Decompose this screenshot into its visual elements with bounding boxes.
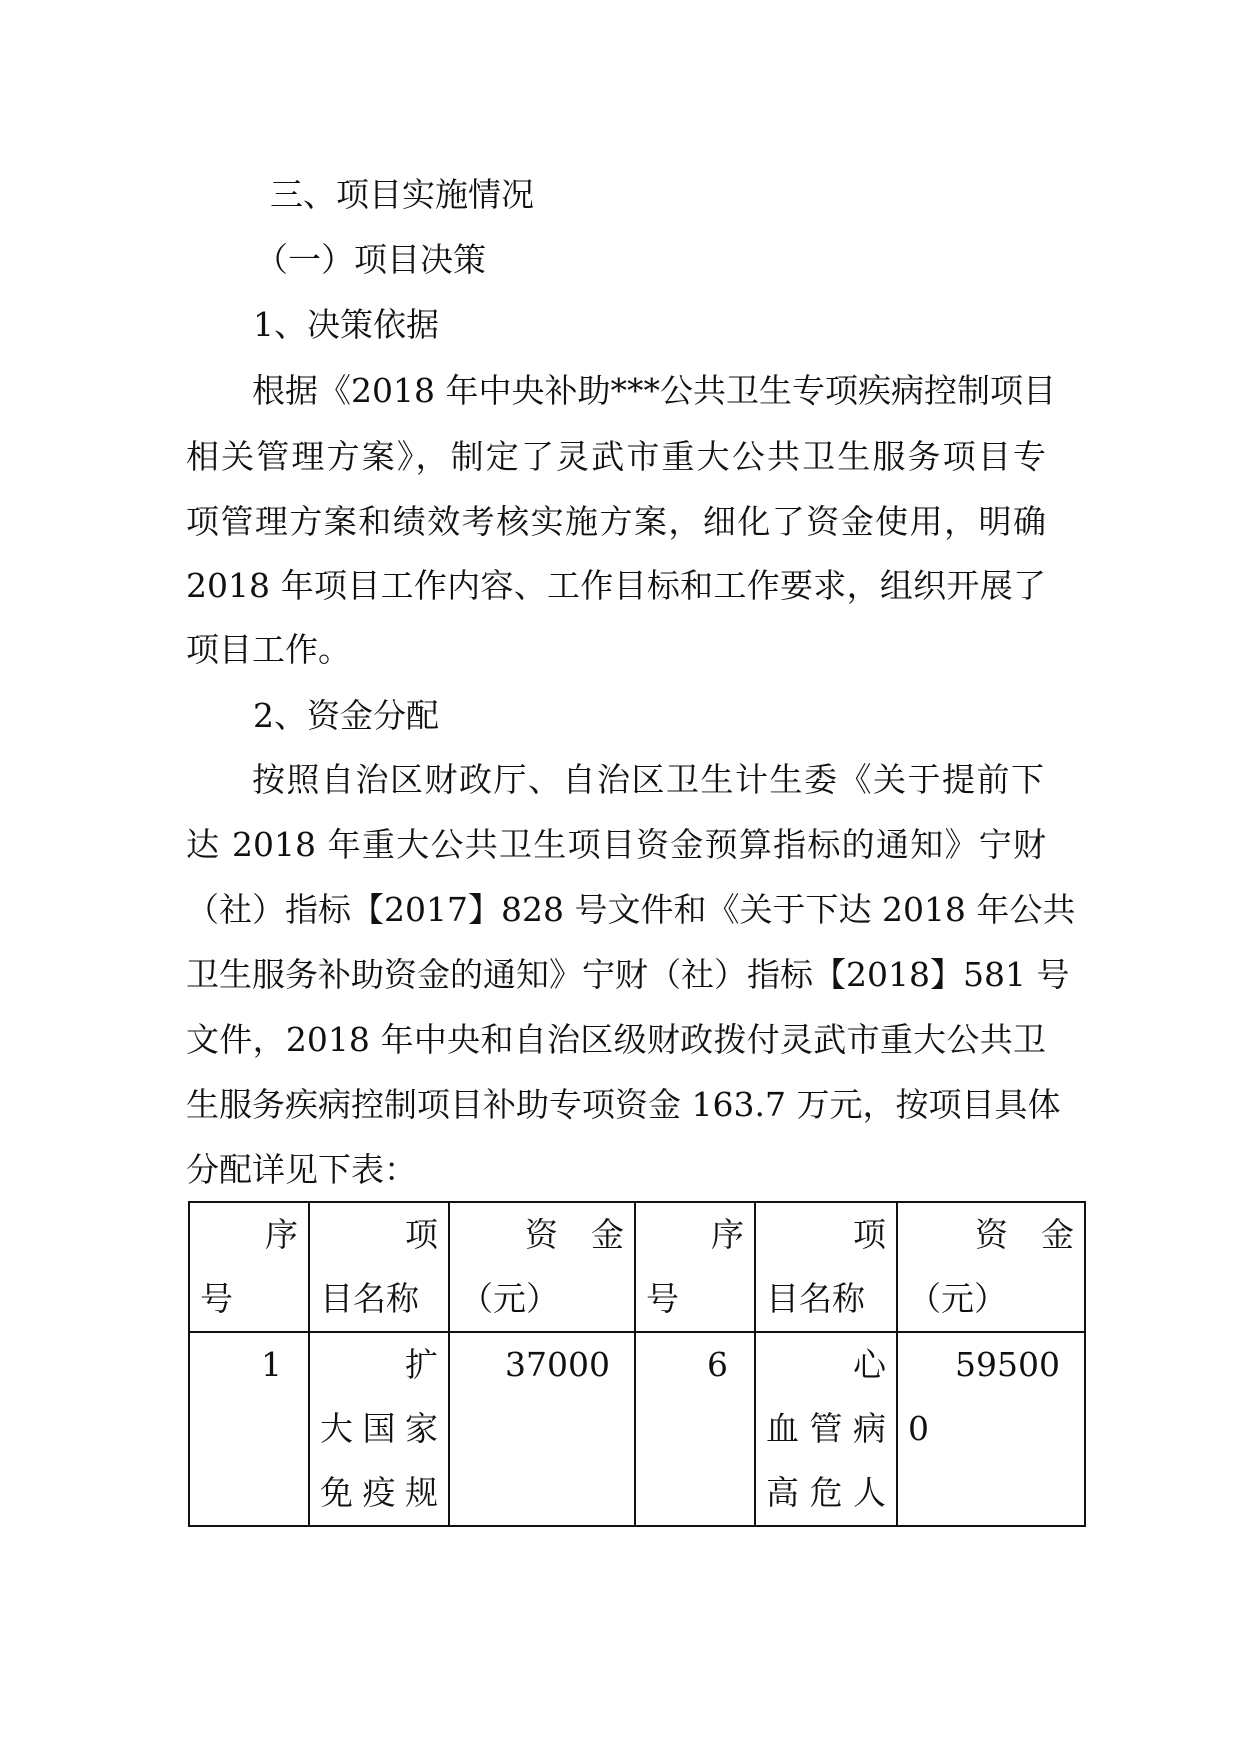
paragraph-line: 达 2018 年重大公共卫生项目资金预算指标的通知》宁财 [186, 825, 1046, 864]
header-cell-seq: 序 号 [635, 1202, 755, 1332]
cell-project-name: 心 血管病 高危人 [755, 1332, 897, 1526]
table-header-row [189, 1202, 1085, 1332]
paragraph-line: 相关管理方案》，制定了灵武市重大公共卫生服务项目专 [186, 437, 1046, 476]
cell-project-name: 扩 大国家 免疫规 [309, 1332, 449, 1526]
paragraph-line: 按照自治区财政厅、自治区卫生计生委《关于提前下 [252, 760, 1044, 799]
paragraph-line: （社）指标【2017】828 号文件和《关于下达 2018 年公共 [186, 890, 1076, 929]
header-cell-project-name: 项 目名称 [309, 1202, 449, 1332]
subsection-heading: （一）项目决策 [255, 240, 486, 279]
header-cell-seq: 序 号 [189, 1202, 309, 1332]
header-cell-amount: 资 金 （元） [449, 1202, 635, 1332]
paragraph-line: 项管理方案和绩效考核实施方案，细化了资金使用，明确 [186, 502, 1046, 541]
cell-amount: 59500 0 [897, 1332, 1085, 1526]
paragraph-line: 项目工作。 [186, 630, 351, 669]
paragraph-line: 文件，2018 年中央和自治区级财政拨付灵武市重大公共卫 [186, 1020, 1046, 1059]
item-title-allocation: 2、资金分配 [253, 696, 439, 735]
paragraph-line: 分配详见下表： [186, 1150, 417, 1189]
section-heading: 三、项目实施情况 [270, 175, 534, 214]
table-row [189, 1332, 1085, 1526]
paragraph-line: 卫生服务补助资金的通知》宁财（社）指标【2018】581 号 [186, 955, 1070, 994]
header-cell-project-name: 项 目名称 [755, 1202, 897, 1332]
cell-seq: 6 [635, 1332, 755, 1526]
item-title-basis: 1、决策依据 [253, 305, 439, 344]
paragraph-line: 根据《2018 年中央补助***公共卫生专项疾病控制项目 [252, 371, 1056, 410]
paragraph-line: 生服务疾病控制项目补助专项资金 163.7 万元，按项目具体 [186, 1085, 1061, 1124]
fund-allocation-table [188, 1201, 1086, 1527]
paragraph-line: 2018 年项目工作内容、工作目标和工作要求，组织开展了 [186, 566, 1046, 605]
cell-amount: 37000 [449, 1332, 635, 1526]
header-cell-amount: 资 金 （元） [897, 1202, 1085, 1332]
cell-seq: 1 [189, 1332, 309, 1526]
